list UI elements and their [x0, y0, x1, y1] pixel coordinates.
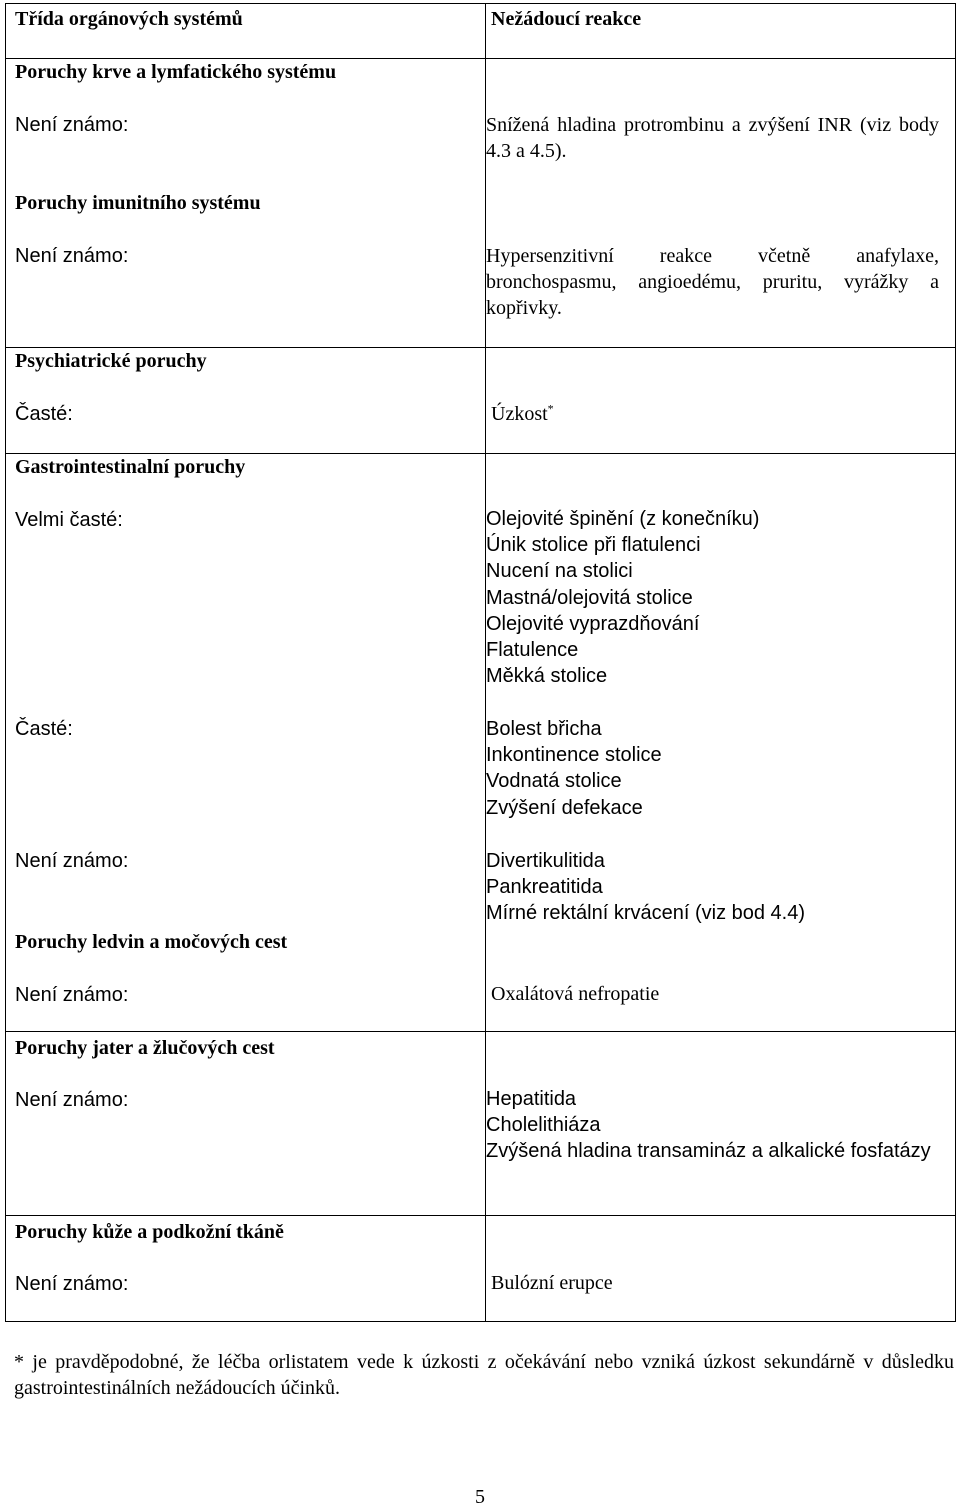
list-item: Flatulence	[486, 639, 579, 662]
frequency-label: Není známo:	[15, 114, 129, 136]
list-item: Nucení na stolici	[486, 560, 633, 583]
frequency-label: Časté:	[15, 403, 73, 425]
reaction-text: Snížená hladina protrombinu a zvýšení INR (viz body 4.3 a 4.5).	[486, 114, 939, 162]
reaction-list	[486, 716, 662, 821]
header-organ-class: Třída orgánových systémů	[15, 8, 243, 30]
row-divider	[6, 1215, 955, 1216]
list-item: Zvýšení defekace	[486, 796, 643, 819]
reaction-list	[486, 506, 759, 689]
list-item: Mírné rektální krvácení (viz bod 4.4)	[486, 902, 806, 925]
section-title-immune: Poruchy imunitního systému	[15, 192, 261, 214]
list-item: Únik stolice při flatulenci	[486, 534, 701, 557]
list-item: Cholelithiáza	[486, 1114, 601, 1137]
frequency-label: Časté:	[15, 718, 73, 740]
frequency-label: Velmi časté:	[15, 509, 123, 531]
list-item: Inkontinence stolice	[486, 744, 662, 767]
footnote-marker: *	[547, 401, 554, 416]
frequency-label: Není známo:	[15, 1273, 129, 1295]
reaction-text: Oxalátová nefropatie	[491, 983, 660, 1005]
list-item: Vodnatá stolice	[486, 770, 622, 793]
list-item: Bolest břicha	[486, 718, 602, 740]
section-title-psychiatric: Psychiatrické poruchy	[15, 350, 207, 372]
reaction-text: Bulózní erupce	[491, 1272, 613, 1294]
section-title-gastrointestinal: Gastrointestinalní poruchy	[15, 456, 246, 478]
frequency-label: Není známo:	[15, 245, 129, 267]
section-title-blood: Poruchy krve a lymfatického systému	[15, 61, 337, 83]
list-item: Měkká stolice	[486, 665, 608, 688]
frequency-label: Není známo:	[15, 850, 129, 872]
reaction-list	[486, 848, 805, 927]
reaction-text: Zvýšená hladina transamináz a alkalické fosfatázy	[486, 1140, 931, 1162]
reaction-list	[486, 1086, 601, 1138]
section-title-renal: Poruchy ledvin a močových cest	[15, 931, 288, 953]
page-number: 5	[475, 1486, 485, 1508]
footnote: * je pravděpodobné, že léčba orlistatem vede k úzkosti z očekávání nebo vzniká úzkost sekundárně v důsledku gastrointestinálních nežádoucích účinků.	[14, 1351, 954, 1399]
list-item: Pankreatitida	[486, 876, 603, 899]
list-item: Divertikulitida	[486, 850, 605, 872]
list-item: Hepatitida	[486, 1088, 577, 1110]
reaction-text	[491, 401, 554, 427]
header-adverse-reaction: Nežádoucí reakce	[491, 8, 642, 30]
section-title-hepatobiliary: Poruchy jater a žlučových cest	[15, 1037, 275, 1059]
list-item: Mastná/olejovitá stolice	[486, 586, 693, 609]
frequency-label: Není známo:	[15, 1089, 129, 1111]
list-item: Olejovité špinění (z konečníku)	[486, 508, 760, 530]
frequency-label: Není známo:	[15, 984, 129, 1006]
reaction-text: Hypersenzitivní reakce včetně anafylaxe, bronchospasmu, angioedému, pruritu, vyrážky a kopřivky.	[486, 245, 939, 319]
reaction-anxiety: Úzkost	[491, 403, 548, 425]
section-title-skin: Poruchy kůže a podkožní tkáně	[15, 1221, 284, 1243]
row-divider	[6, 1031, 955, 1032]
list-item: Olejovité vyprazdňování	[486, 612, 700, 635]
